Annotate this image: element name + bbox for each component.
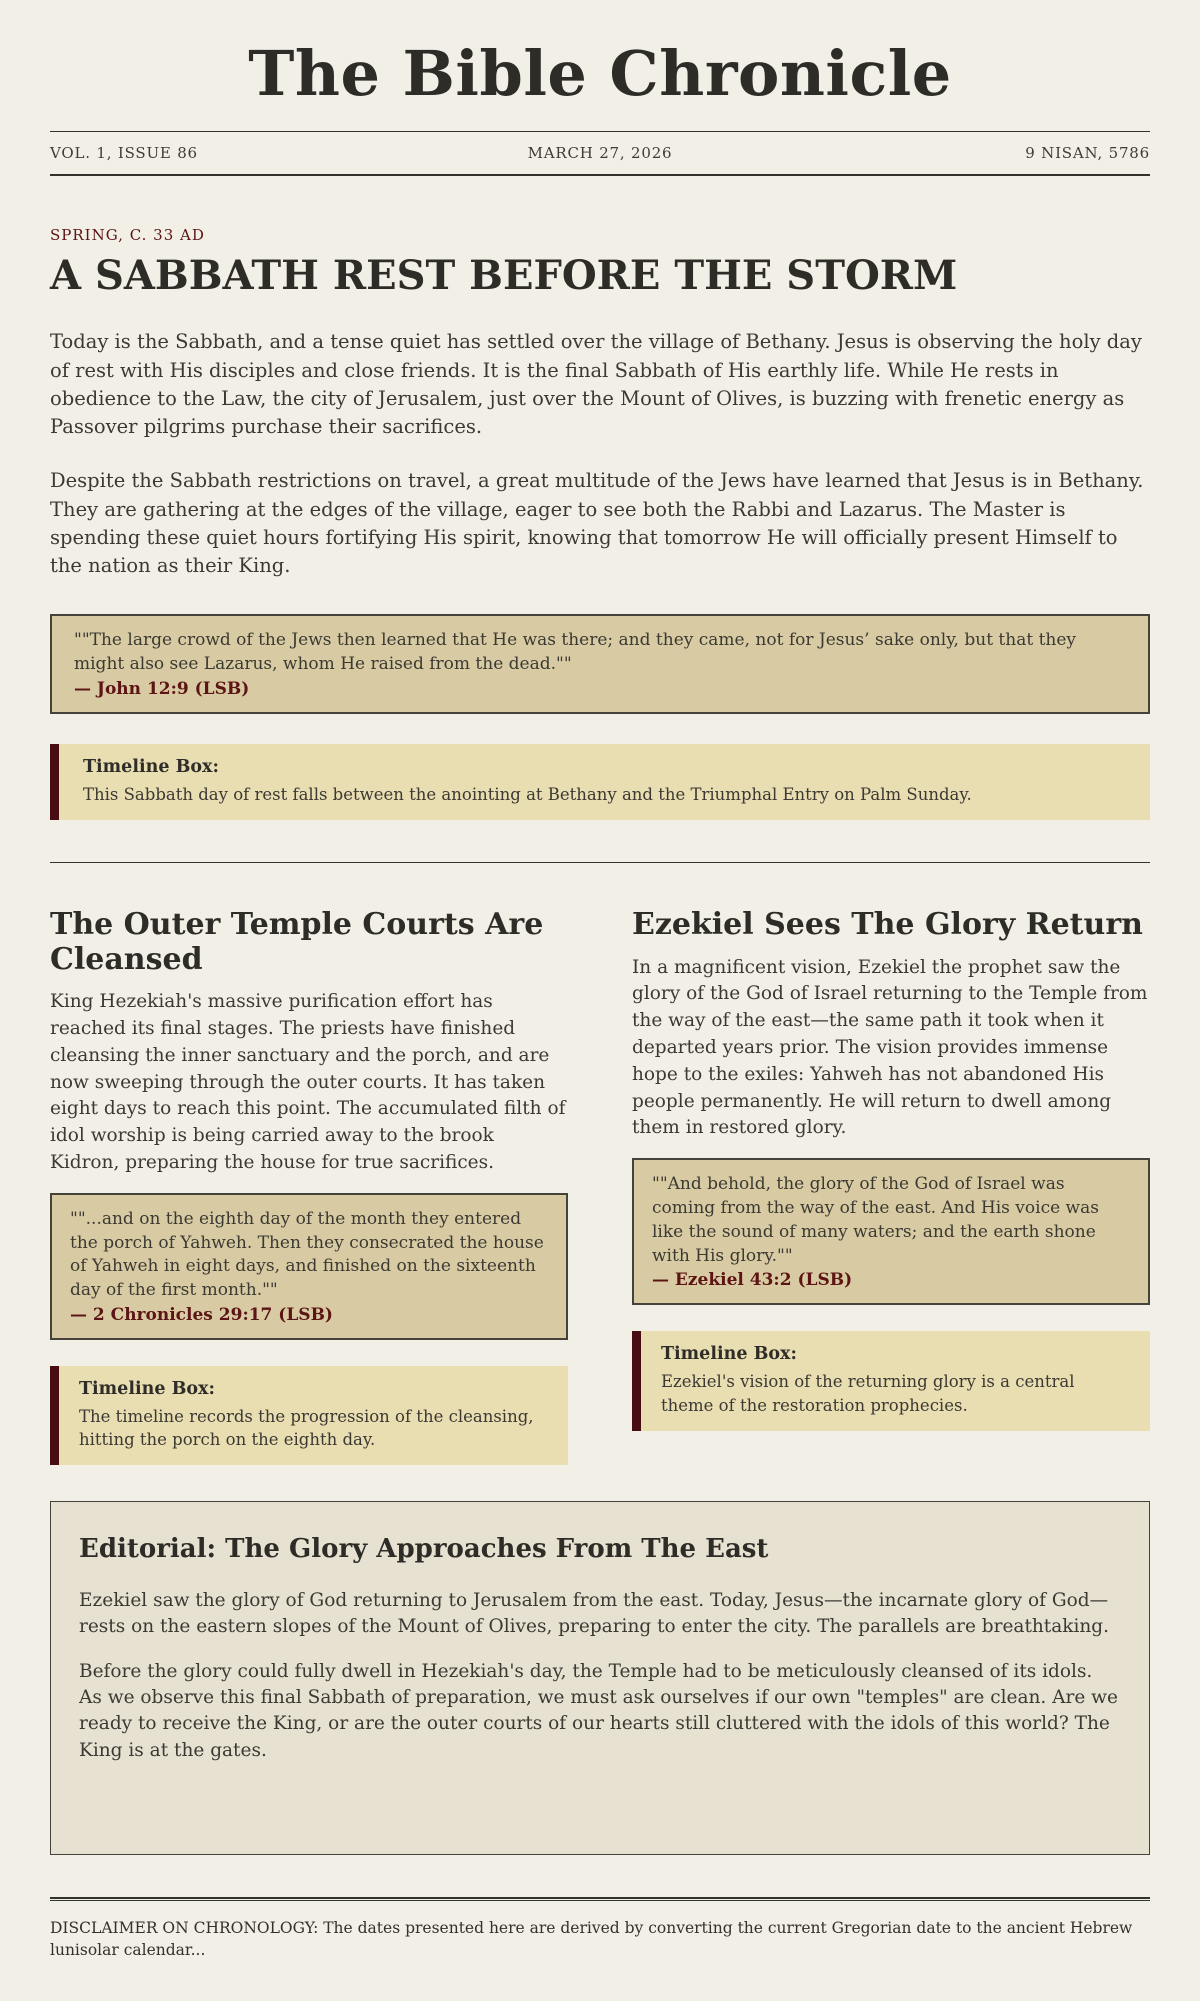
scripture-quote-box-left — [50, 1193, 568, 1340]
editorial-title: Editorial: The Glory Approaches From The East — [79, 1534, 769, 1565]
timeline-box-lead — [50, 744, 1150, 820]
scripture-quote-box-right — [632, 1158, 1150, 1305]
timeline-box-right — [632, 1331, 1150, 1430]
issue-date: MARCH 27, 2026 — [527, 144, 673, 163]
masthead — [50, 38, 1150, 176]
column-body-right: In a magnificent vision, Ezekiel the prophet saw the glory of the God of Israel returning to the Temple from the way of the east—the same path it took when it departed years prior. The vision provides immense hope to the exiles: Yahweh has not abandoned His people permanently. He will return to dwell among them in restored glory. — [632, 956, 1148, 1139]
masthead-meta-row — [50, 132, 1150, 174]
quote-attribution: — 2 Chronicles 29:17 (LSB) — [70, 1304, 333, 1325]
lead-paragraph-2: Despite the Sabbath restrictions on travel, a great multitude of the Jews have learned that Jesus is in Bethany. They are gathering at the edges of the village, eager to see both the Rabbi and Lazarus. The Master is spending these quiet hours fortifying His spirit, knowing that tomorrow He will officially present Himself to the nation as their King. — [50, 469, 1144, 578]
editorial-paragraph-2: Before the glory could fully dwell in Hezekiah's day, the Temple had to be meticulously cleansed of its idols. As we observe this final Sabbath of preparation, we must ask ourselves if our own "temples" are clean. Are we ready to receive the King, or are the outer courts of our hearts still cluttered with the idols of this world? The King is at the gates. — [79, 1660, 1118, 1761]
timeline-label: Timeline Box: — [661, 1344, 797, 1365]
lead-article — [50, 226, 1150, 820]
timeline-label: Timeline Box: — [83, 757, 219, 778]
timeline-label: Timeline Box: — [79, 1378, 215, 1399]
quote-attribution: — Ezekiel 43:2 (LSB) — [652, 1270, 853, 1291]
kicker: SPRING, C. 33 AD — [50, 226, 205, 245]
quote-text: ""And behold, the glory of the God of Israel was coming from the way of the east. And His voice was like the sound of many waters; and the earth shone with His glory."" — [652, 1174, 1099, 1266]
headline: A SABBATH REST BEFORE THE STORM — [50, 252, 958, 300]
volume-issue: VOL. 1, ISSUE 86 — [50, 144, 198, 163]
column-heading-right: Ezekiel Sees The Glory Return — [632, 907, 1143, 943]
masthead-title: The Bible Chronicle — [248, 37, 952, 110]
column-heading-left: The Outer Temple Courts Are Cleansed — [50, 907, 544, 977]
timeline-text: This Sabbath day of rest falls between the anointing at Bethany and the Triumphal Entry on Palm Sunday. — [83, 785, 972, 805]
quote-text: ""The large crowd of the Jews then learned that He was there; and they came, not for Jesus’ sake only, but that they might also see Lazarus, whom He raised from the dead."" — [74, 630, 1077, 675]
editorial-box — [50, 1501, 1150, 1855]
editorial-paragraph-1: Ezekiel saw the glory of God returning to Jerusalem from the east. Today, Jesus—the incarnate glory of God—rests on the eastern slopes of the Mount of Olives, preparing to enter the city. The parallels are breathtaking. — [79, 1590, 1110, 1638]
column-body-left: King Hezekiah's massive purification effort has reached its final stages. The priests have finished cleansing the inner sanctuary and the porch, and are now sweeping through the outer courts. It has taken eight days to reach this point. The accumulated filth of idol worship is being carried away to the brook Kidron, preparing the house for true sacrifices. — [50, 991, 566, 1173]
disclaimer-text: DISCLAIMER ON CHRONOLOGY: The dates presented here are derived by converting the current Gregorian date to the ancient Hebrew lunisolar calendar... — [50, 1918, 1133, 1959]
timeline-text: Ezekiel's vision of the returning glory is a central theme of the restoration prophecies. — [661, 1372, 1075, 1415]
two-column-section — [50, 908, 1150, 1465]
quote-attribution: — John 12:9 (LSB) — [74, 679, 250, 700]
section-divider — [50, 862, 1150, 863]
lead-paragraph-1: Today is the Sabbath, and a tense quiet has settled over the village of Bethany. Jesus is observing the holy day of rest with His disciples and close friends. It is the final Sabbath of His earthly life. While He rests in obedience to the Law, the city of Jerusalem, just over the Mount of Olives, is buzzing with frenetic energy as Passover pilgrims purchase their sacrifices. — [50, 330, 1142, 439]
scripture-quote-box-lead — [50, 614, 1150, 714]
masthead-rule-bottom — [50, 174, 1150, 176]
timeline-text: The timeline records the progression of the cleansing, hitting the porch on the eighth day. — [79, 1406, 534, 1450]
quote-text: ""...and on the eighth day of the month they entered the porch of Yahweh. Then they consecrated the house of Yahweh in eight days, and finished on the sixteenth day of the first month."" — [70, 1208, 544, 1301]
footer-divider — [50, 1897, 1150, 1901]
page-footer — [50, 1897, 1150, 1961]
column-article-right — [632, 908, 1150, 1431]
column-article-left — [50, 908, 568, 1465]
timeline-box-left — [50, 1366, 568, 1465]
hebrew-date: 9 NISAN, 5786 — [1025, 144, 1150, 163]
